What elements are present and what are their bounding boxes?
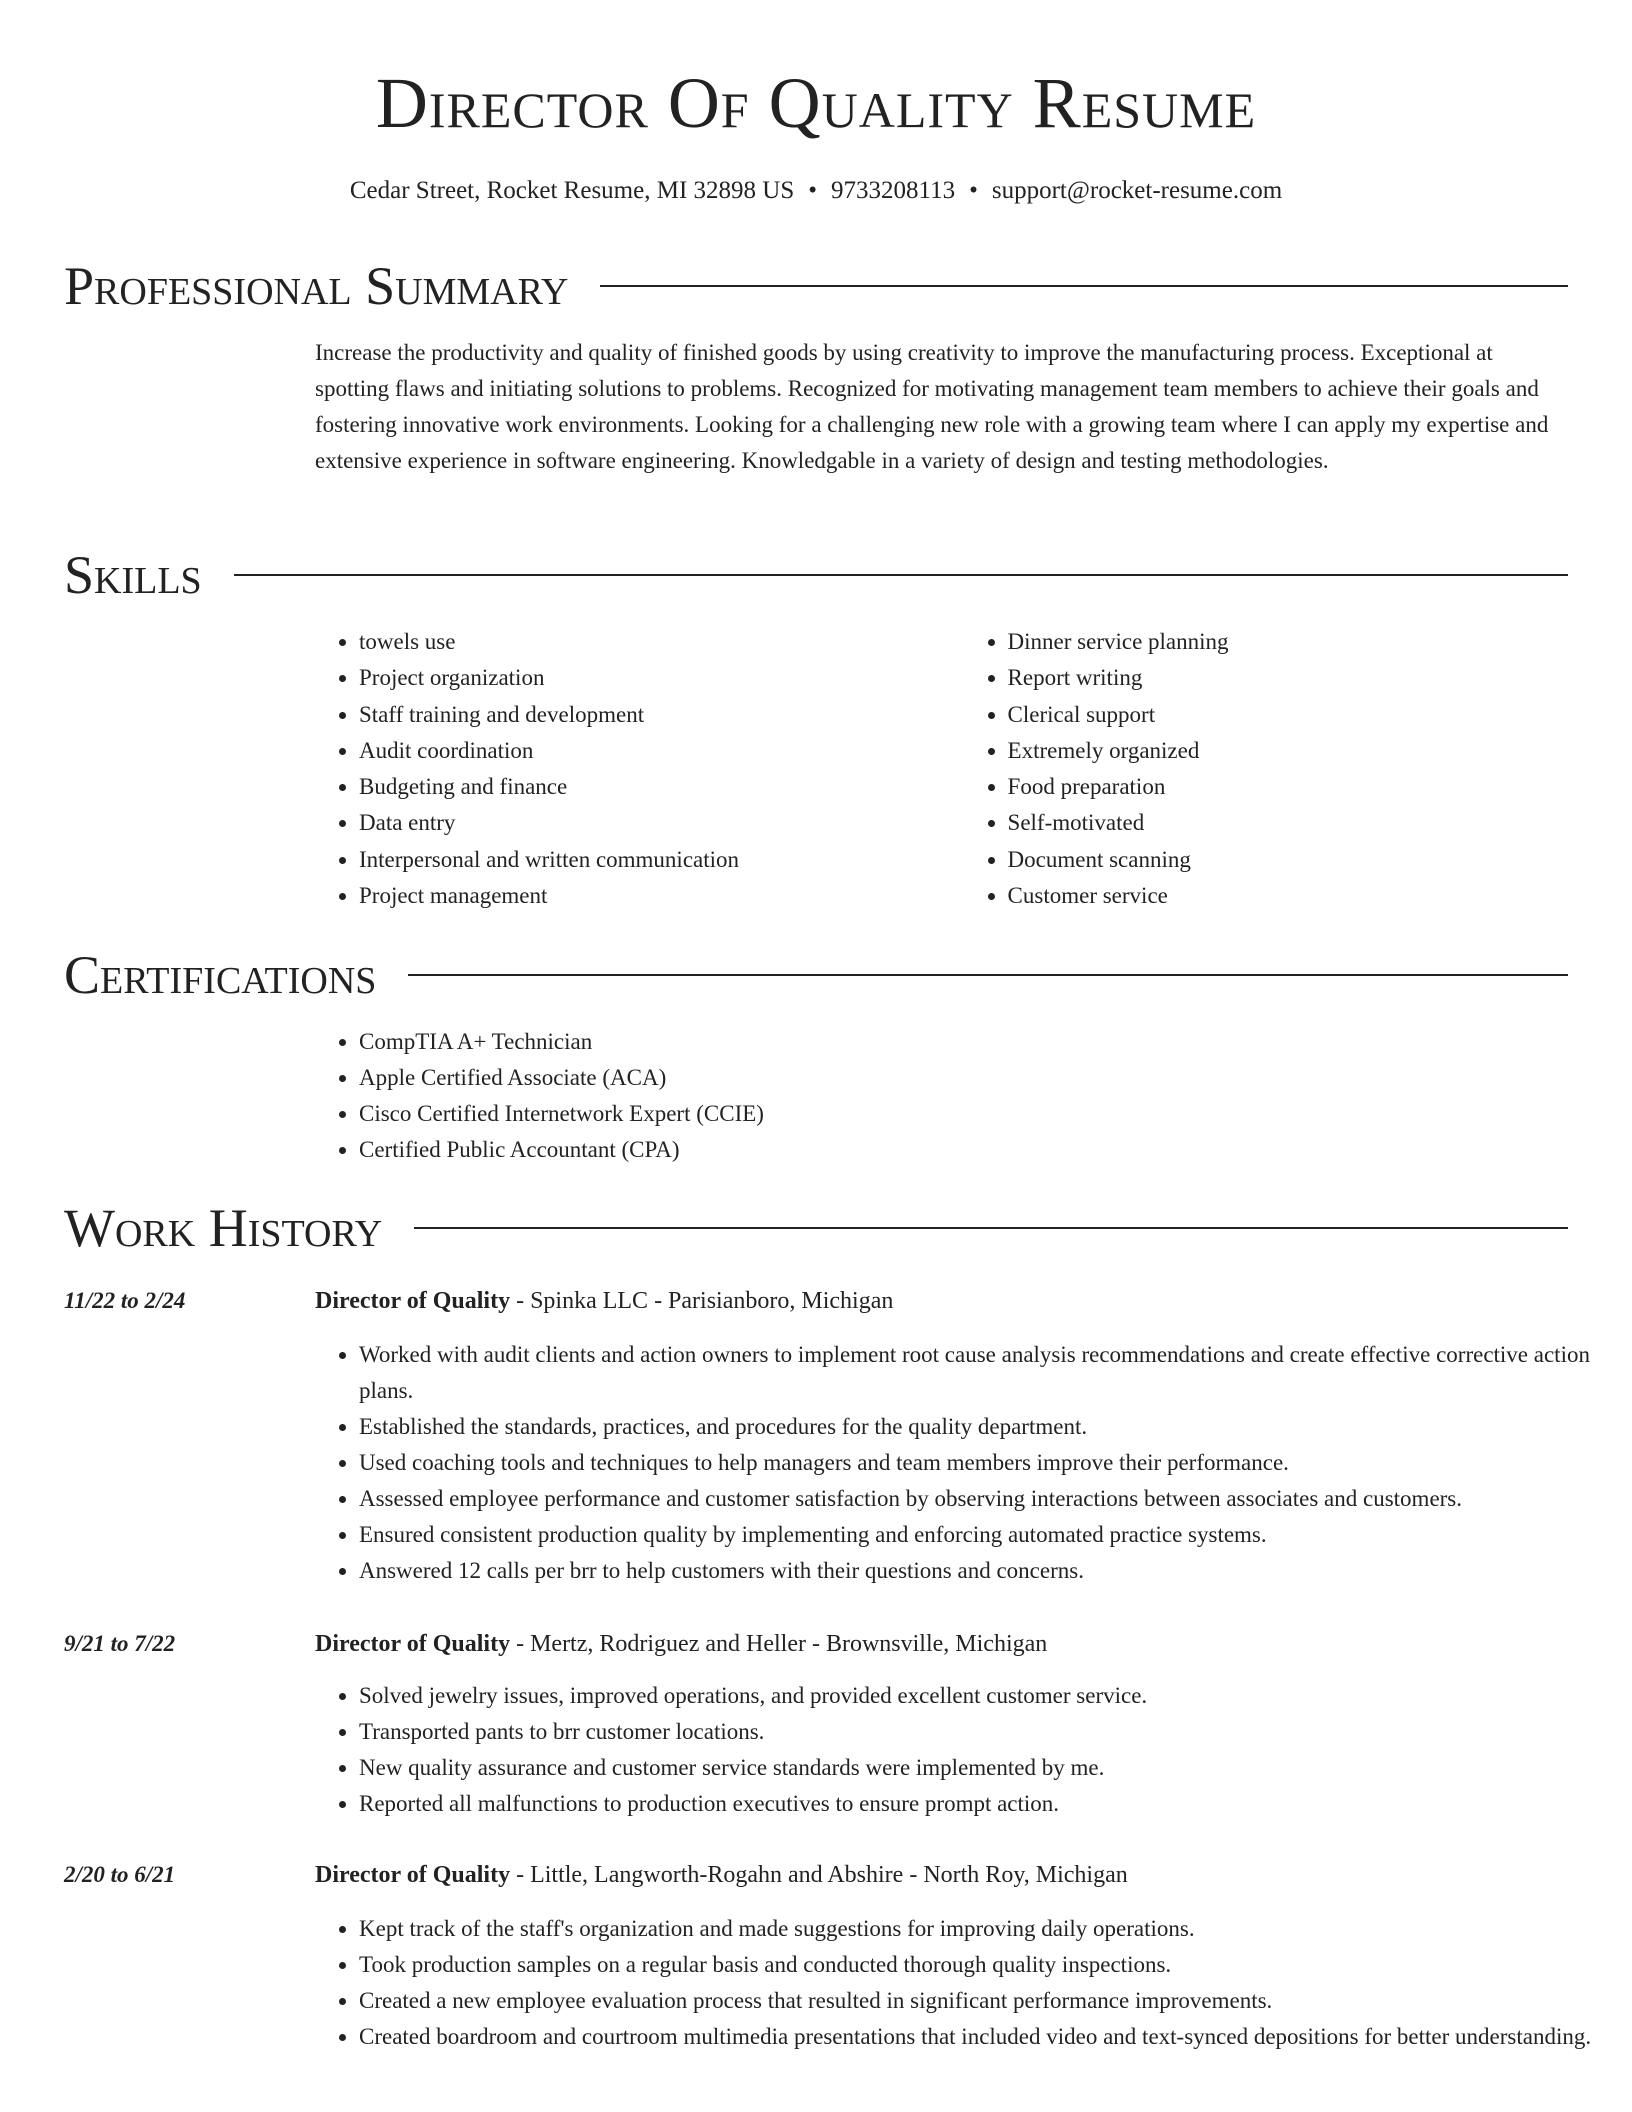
job-role: Director of Quality [315,1631,511,1657]
job-bullet: • Established the standards, practices, and procedures for the quality department. [359,1409,1612,1445]
job-dates: 2/20 to 6/21 [64,1862,176,1887]
certification-item: • CompTIA A+ Technician [359,1024,1568,1060]
job-bullet: • Reported all malfunctions to production executives to ensure prompt action. [359,1786,1612,1822]
skills-columns [315,624,1568,914]
skill-item: • Dinner service planning [1008,624,1568,660]
work-history-heading: Work History [64,1198,383,1258]
job-bullets [315,1911,1612,2055]
skill-item: • Self-motivated [1008,805,1568,841]
skill-item: • Data entry [359,805,964,841]
work-history-section-heading [64,1198,1568,1258]
job-bullet: • Took production samples on a regular basis and conducted thorough quality inspections. [359,1947,1612,1983]
job-bullet: • New quality assurance and customer service standards were implemented by me. [359,1750,1612,1786]
job-bullet: • Assessed employee performance and customer satisfaction by observing interactions between associates and customers. [359,1481,1612,1517]
skill-item: • Audit coordination [359,733,964,769]
job-bullets [315,1337,1612,1589]
job-bullet: • Answered 12 calls per brr to help customers with their questions and concerns. [359,1553,1612,1589]
job-heading [315,1626,1047,1662]
skills-heading: Skills [64,545,202,605]
job-bullet: • Created a new employee evaluation process that resulted in significant performance improvements. [359,1983,1612,2019]
section-divider [408,974,1568,976]
section-divider [600,285,1568,287]
contact-line [64,174,1568,208]
job-details: - Spinka LLC - Parisianboro, Michigan [510,1288,894,1314]
contact-email[interactable]: support@rocket-resume.com [991,177,1283,204]
skill-item: • towels use [359,624,964,660]
job-bullet: • Worked with audit clients and action owners to implement root cause analysis recommendations and create effective corrective action plans. [359,1337,1612,1409]
job-dates: 11/22 to 2/24 [64,1288,186,1313]
certifications-block [315,1024,1568,1168]
job-bullet: • Solved jewelry issues, improved operations, and provided excellent customer service. [359,1678,1612,1714]
skill-item: • Budgeting and finance [359,769,964,805]
summary-text: Increase the productivity and quality of finished goods by using creativity to improve the manufacturing process. Exceptional at spotting flaws and initiating solutions to problems. Recognized for motivating management team members to achieve their goals and fostering innovative work environments. Looking for a challenging new role with a growing team where I can apply my expertise and extensive experience in software engineering. Knowledgable in a variety of design and testing methodologies. [315,340,1549,473]
job-bullet: • Ensured consistent production quality by implementing and enforcing automated practice systems. [359,1517,1612,1553]
skills-list-right [964,624,1568,914]
skill-item: • Staff training and development [359,697,964,733]
job-details: - Mertz, Rodriguez and Heller - Brownsville, Michigan [510,1631,1048,1657]
section-divider [234,574,1568,576]
job-details: - Little, Langworth-Rogahn and Abshire - North Roy, Michigan [510,1862,1128,1888]
job-heading [315,1857,1128,1893]
certification-item: • Certified Public Accountant (CPA) [359,1132,1568,1168]
skill-item: • Food preparation [1008,769,1568,805]
skill-item: • Extremely organized [1008,733,1568,769]
skills-section-heading [64,545,1568,605]
job-role: Director of Quality [315,1288,511,1314]
job-bullet: • Used coaching tools and techniques to help managers and team members improve their performance. [359,1445,1612,1481]
skill-item: • Interpersonal and written communication [359,842,964,878]
certifications-section-heading [64,945,1568,1005]
contact-address: Cedar Street, Rocket Resume, MI 32898 US [349,177,795,204]
skill-item: • Project organization [359,660,964,696]
job-bullets [315,1678,1612,1822]
contact-phone[interactable]: 9733208113 [831,177,956,204]
skill-item: • Clerical support [1008,697,1568,733]
certifications-heading: Certifications [64,945,377,1005]
job-heading [315,1283,893,1319]
certification-item: • Cisco Certified Internetwork Expert (CCIE) [359,1096,1568,1132]
job-bullet: • Created boardroom and courtroom multimedia presentations that included video and text-synced depositions for better understanding. [359,2019,1612,2055]
certifications-list [315,1024,1568,1168]
summary-heading: Professional Summary [64,256,569,316]
resume-title: Director Of Quality Resume [375,63,1257,143]
summary-section-heading [64,256,1568,316]
certification-item: • Apple Certified Associate (ACA) [359,1060,1568,1096]
contact-separator: • [969,177,978,204]
skill-item: • Report writing [1008,660,1568,696]
skills-list-left [315,624,964,914]
skill-item: • Customer service [1008,878,1568,914]
job-bullet: • Transported pants to brr customer locations. [359,1714,1612,1750]
job-bullet: • Kept track of the staff's organization and made suggestions for improving daily operations. [359,1911,1612,1947]
job-role: Director of Quality [315,1862,511,1888]
job-dates: 9/21 to 7/22 [64,1631,176,1656]
contact-separator: • [808,177,817,204]
skill-item: • Document scanning [1008,842,1568,878]
section-divider [414,1227,1568,1229]
skill-item: • Project management [359,878,964,914]
